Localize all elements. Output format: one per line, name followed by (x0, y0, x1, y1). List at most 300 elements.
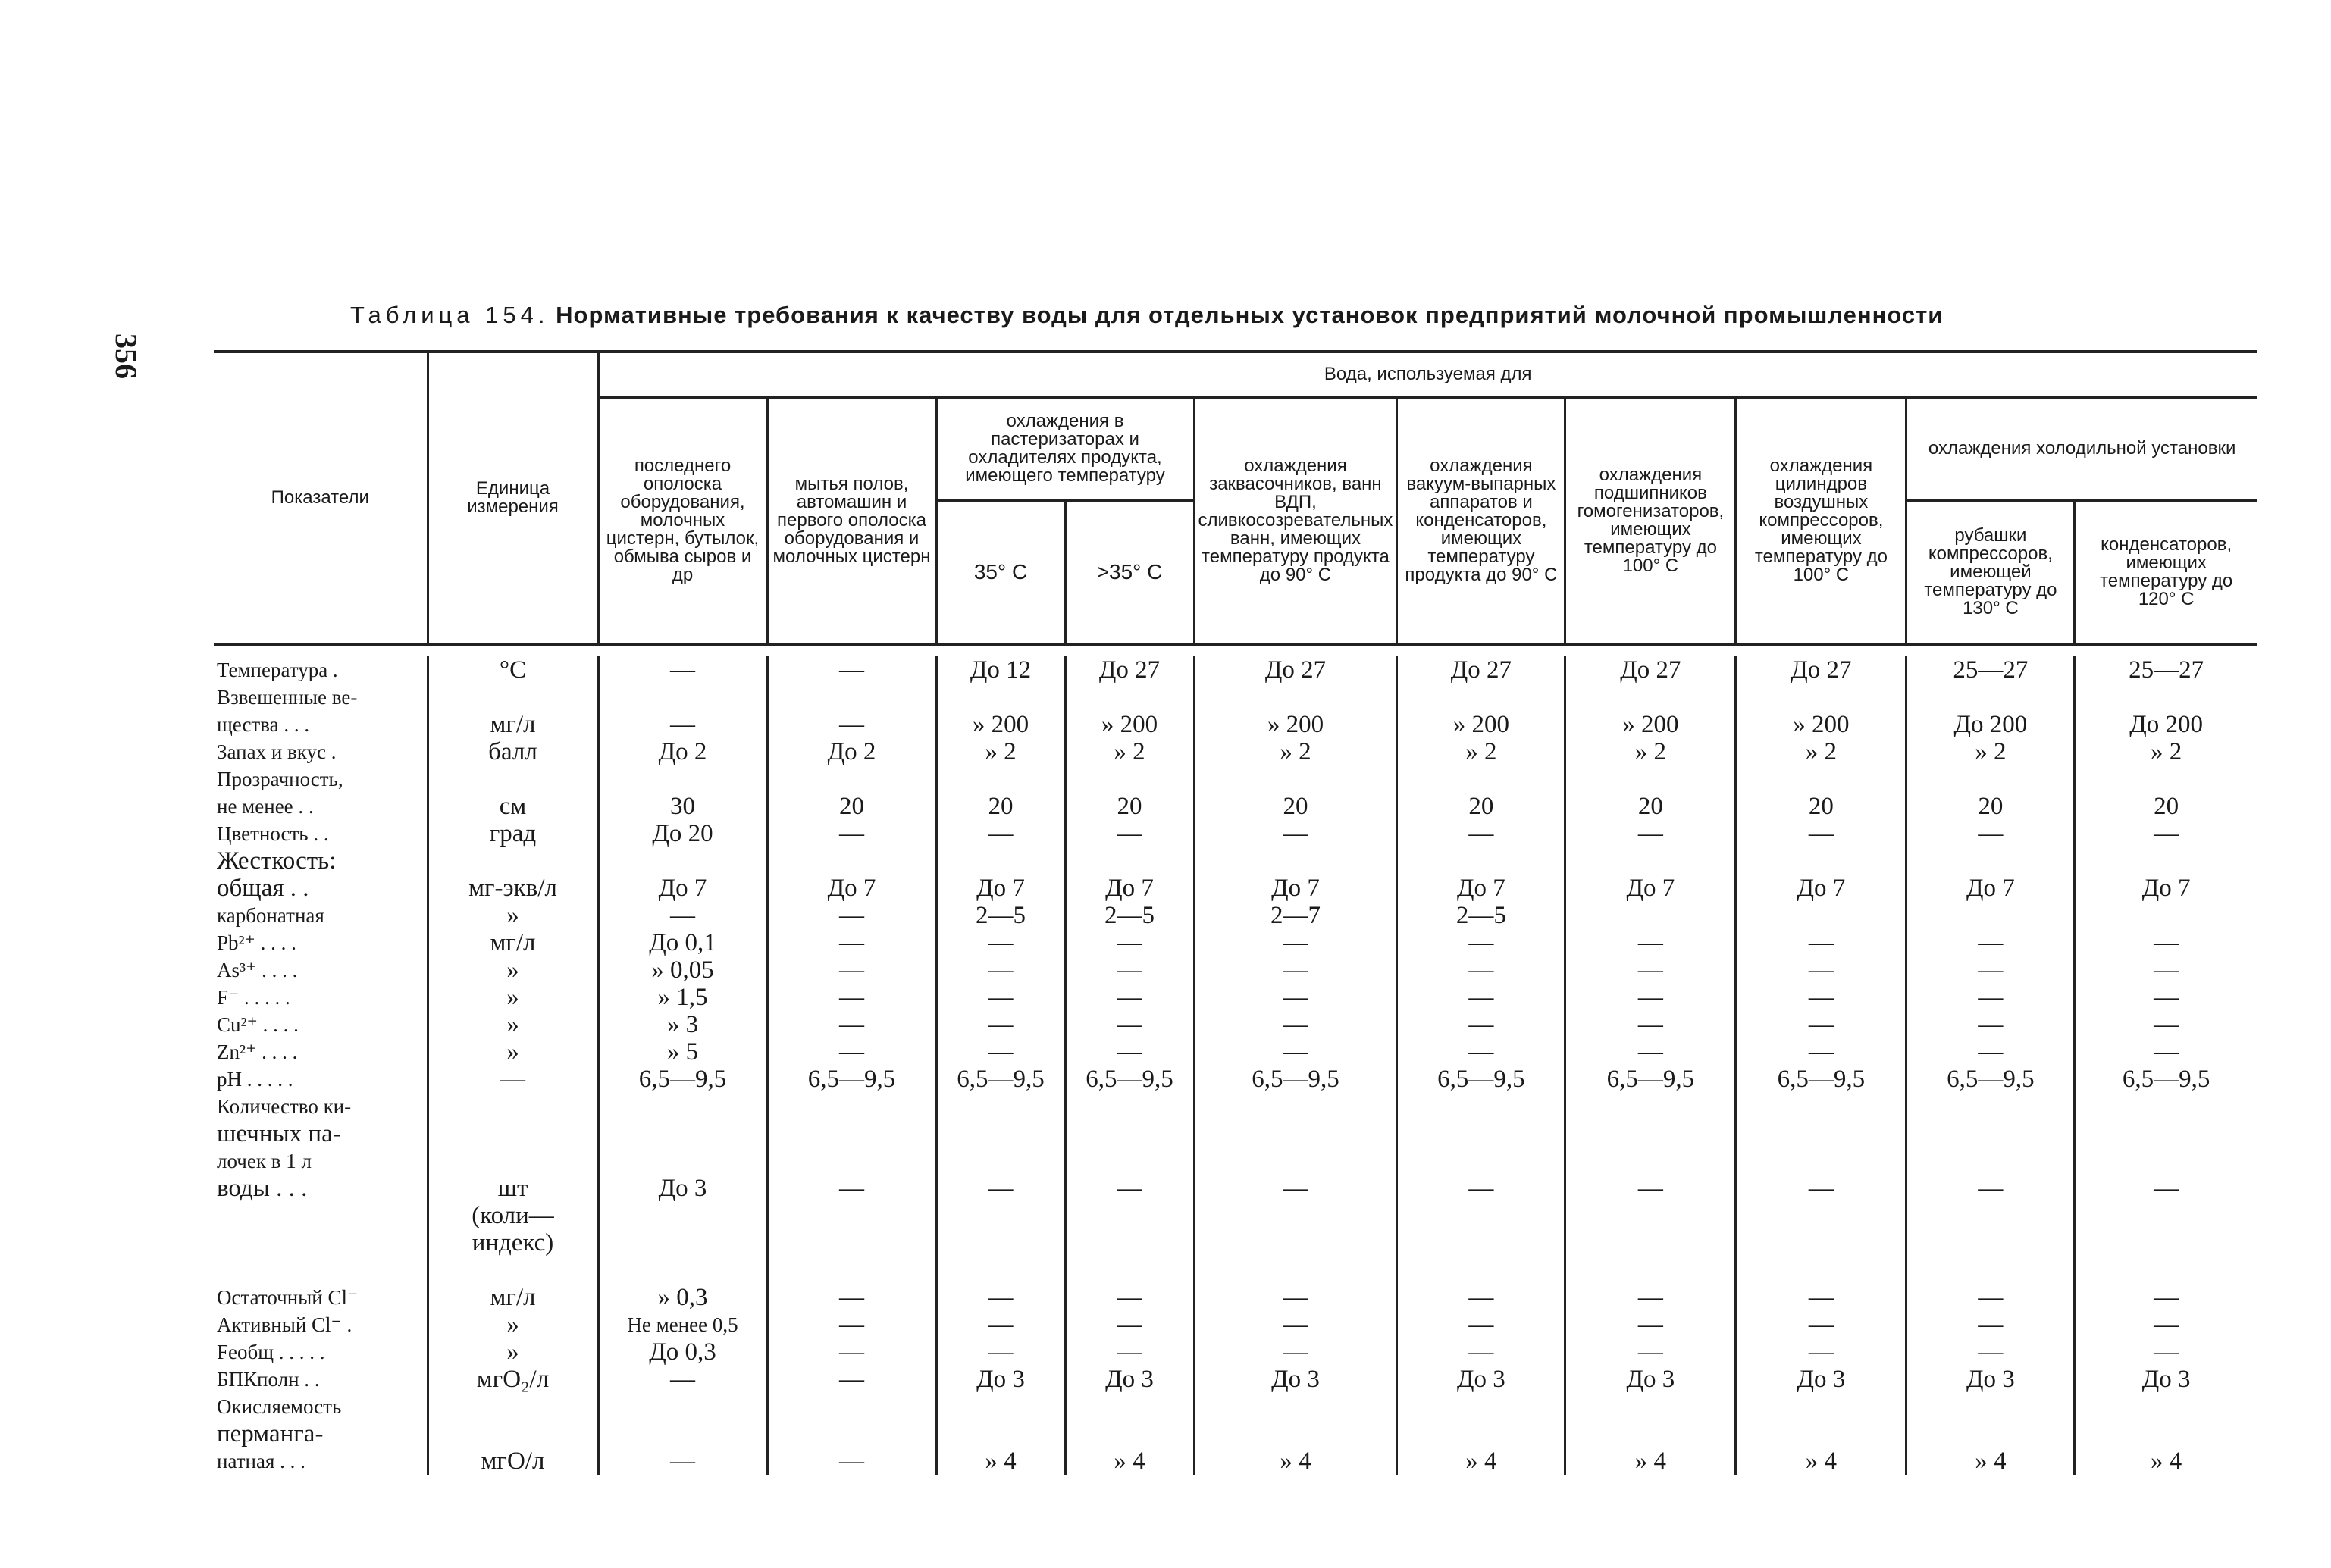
row-value-line: — (1808, 956, 1834, 984)
row-value-line: — (670, 656, 695, 684)
row-value-line: » 200 (1267, 711, 1324, 738)
row-value-line: — (1637, 1284, 1663, 1311)
row-label-line: As³⁺ . . . . (217, 959, 298, 981)
row-value-line (769, 684, 935, 711)
row-value-line (938, 1393, 1064, 1420)
row-value-line (1398, 1257, 1564, 1284)
row-value-line (938, 1147, 1064, 1175)
row-value (1194, 1393, 1397, 1475)
row-value (1397, 1093, 1565, 1284)
row-value-line: — (988, 820, 1014, 847)
row-value (1906, 1093, 2075, 1284)
row-value-line (1398, 1093, 1564, 1120)
row-value (1065, 765, 1194, 847)
row-value (767, 684, 936, 765)
row-value-line (1566, 1257, 1734, 1284)
caption-label: Таблица 154. (350, 302, 550, 328)
row-value-line: 20 (1637, 793, 1663, 820)
row-value-line (1195, 1202, 1396, 1229)
row-unit-line: мг/л (490, 929, 536, 956)
row-value-line: 30 (670, 793, 695, 820)
row-value-line: — (2154, 1175, 2179, 1202)
row-value-line: — (839, 902, 864, 929)
row-value-line (2076, 1420, 2257, 1448)
row-value-line: — (839, 1175, 864, 1202)
table-row (214, 765, 2257, 847)
row-value-line: До 3 (1105, 1366, 1154, 1393)
row-label-line (217, 1257, 427, 1284)
row-value-line (2076, 684, 2257, 711)
row-label-line: пермангa- (217, 1420, 324, 1448)
row-value-line (1737, 1147, 1905, 1175)
row-unit-line: (коли— (472, 1202, 554, 1229)
row-value-line: — (839, 929, 864, 956)
row-value-line: — (988, 1175, 1014, 1202)
row-unit-line: мг-экв/л (468, 875, 557, 902)
row-value-line: — (2154, 984, 2179, 1011)
header-fridge: охлаждения холодильной установки (1906, 397, 2257, 500)
row-value-line: » 2 (2151, 738, 2182, 765)
row-value-line (1195, 1257, 1396, 1284)
row-value-line (1566, 765, 1734, 793)
row-value-line: До 7 (2141, 875, 2191, 902)
row-value-line: До 0,1 (649, 929, 716, 956)
row-value (598, 656, 767, 684)
row-value-line (1067, 765, 1193, 793)
row-value-line (1067, 1202, 1193, 1229)
row-value-line: 6,5—9,5 (1252, 1066, 1339, 1093)
row-label-line: натная . . . (217, 1450, 305, 1473)
row-value (1397, 765, 1565, 847)
row-label (214, 1284, 428, 1393)
row-unit (428, 1093, 598, 1284)
row-value (1736, 847, 1906, 929)
row-value-line (1067, 1420, 1193, 1448)
row-value-line (1398, 1393, 1564, 1420)
row-value-line (2076, 1257, 2257, 1284)
row-value-line: — (839, 656, 864, 684)
row-value (598, 765, 767, 847)
row-value-line: — (1117, 820, 1142, 847)
header-pasteur-35: 35° C (936, 500, 1065, 644)
row-value-line: 20 (2154, 793, 2179, 820)
row-value (1397, 929, 1565, 1093)
table-row (214, 847, 2257, 929)
row-value-line: » 4 (985, 1448, 1017, 1475)
row-value-line: — (1978, 956, 2004, 984)
table-row (214, 1393, 2257, 1475)
row-value-line (938, 684, 1064, 711)
row-value-line (1907, 847, 2073, 875)
row-value-line (600, 765, 766, 793)
row-value-line (1195, 1393, 1396, 1420)
row-value (2075, 656, 2257, 684)
row-label (214, 684, 428, 765)
row-unit-line (429, 1120, 597, 1147)
row-value-line: — (2154, 929, 2179, 956)
row-value-line: До 7 (976, 875, 1025, 902)
row-value-line: — (1808, 1311, 1834, 1338)
row-value-line (600, 1120, 766, 1147)
row-value-line: — (1978, 1038, 2004, 1066)
row-value-line: — (1808, 1338, 1834, 1366)
row-value-line (1195, 1093, 1396, 1120)
row-value-line: — (1637, 1038, 1663, 1066)
row-value (936, 656, 1065, 684)
row-value-line (938, 1093, 1064, 1120)
row-value (1906, 765, 2075, 847)
table-row (214, 656, 2257, 684)
row-value-line (1067, 1147, 1193, 1175)
row-value-line (1566, 1393, 1734, 1420)
row-value-line: — (1283, 820, 1308, 847)
row-value-line (1195, 684, 1396, 711)
water-quality-table (214, 350, 2257, 1475)
row-value-line (1067, 1229, 1193, 1257)
row-value-line: — (1117, 984, 1142, 1011)
row-value-line: До 7 (1271, 875, 1320, 902)
row-value-line: До 3 (658, 1175, 707, 1202)
header-water-used-for: Вода, используемая для (598, 353, 2257, 397)
row-value-line: 2—5 (1104, 902, 1155, 929)
row-value-line: 20 (988, 793, 1014, 820)
row-value-line: — (1637, 1311, 1663, 1338)
row-value-line: — (2154, 1284, 2179, 1311)
row-value-line: До 3 (1271, 1366, 1320, 1393)
row-value-line: » 5 (666, 1038, 699, 1066)
row-value-line: — (1117, 956, 1142, 984)
row-value-line: 6,5—9,5 (638, 1066, 727, 1093)
row-value-line: До 0,3 (649, 1338, 716, 1366)
row-value-line: — (670, 902, 695, 929)
row-value (1906, 929, 2075, 1093)
row-value-line: — (1283, 1038, 1308, 1066)
row-value-line (600, 1393, 766, 1420)
row-value-line: До 7 (1105, 875, 1154, 902)
row-value-line: — (1468, 1284, 1494, 1311)
header-rinse: последнего ополоска оборудования, молочных цистерн, бутылок, обмыва сыров и др (598, 397, 767, 644)
row-value-line: 25—27 (1953, 656, 2029, 684)
row-value (1194, 684, 1397, 765)
row-value-line: — (1468, 1038, 1494, 1066)
row-value (936, 765, 1065, 847)
row-value-line (769, 1257, 935, 1284)
table-row (214, 1284, 2257, 1393)
row-value-line: — (1283, 1284, 1308, 1311)
row-value (1565, 765, 1736, 847)
row-label-line: воды . . . (217, 1175, 308, 1202)
row-value-line (600, 1202, 766, 1229)
row-value-line: » 200 (1452, 711, 1510, 738)
row-unit-line (429, 847, 597, 875)
row-value-line: 6,5—9,5 (807, 1066, 896, 1093)
row-value-line (1195, 1120, 1396, 1147)
row-value-line (1907, 765, 2073, 793)
row-value (1065, 929, 1194, 1093)
row-value (936, 684, 1065, 765)
row-value-line: До 3 (1966, 1366, 2015, 1393)
row-value-line: » 2 (985, 738, 1017, 765)
row-value-line: — (1468, 1011, 1494, 1038)
row-value-line (769, 1229, 935, 1257)
row-value-line: 6,5—9,5 (1777, 1066, 1866, 1093)
row-unit-line: балл (488, 738, 537, 765)
row-value-line (769, 1202, 935, 1229)
row-value-line: — (988, 1311, 1014, 1338)
row-value-line: — (1637, 1011, 1663, 1038)
row-unit-line: » (506, 902, 519, 929)
row-value (1565, 1284, 1736, 1393)
row-value-line: — (988, 929, 1014, 956)
row-value-line: До 3 (976, 1366, 1025, 1393)
row-value-line (1195, 847, 1396, 875)
row-unit-line: мг/л (490, 711, 536, 738)
table-row (214, 684, 2257, 765)
row-value (936, 1393, 1065, 1475)
row-value-line (1566, 1420, 1734, 1448)
row-value (1565, 656, 1736, 684)
row-value-line (938, 765, 1064, 793)
row-value-line: 6,5—9,5 (2122, 1066, 2210, 1093)
row-unit-line: см (499, 793, 527, 820)
table-row (214, 929, 2257, 1093)
row-value-line (600, 1420, 766, 1448)
row-value-line: До 7 (1966, 875, 2015, 902)
row-value (767, 656, 936, 684)
row-value-line: До 200 (1953, 711, 2028, 738)
row-value-line: — (839, 711, 864, 738)
row-value-line: — (1283, 984, 1308, 1011)
row-value-line (1398, 847, 1564, 875)
row-value-line: — (1283, 1311, 1308, 1338)
row-value-line: — (2154, 1338, 2179, 1366)
row-value-line (1195, 1229, 1396, 1257)
row-value-line (1907, 902, 2073, 929)
row-value-line: До 7 (1626, 875, 1675, 902)
row-unit-line: » (506, 1338, 519, 1366)
row-value (1194, 765, 1397, 847)
header-pasteur: охлаждения в пастеризаторах и охладителях продукта, имеющего температуру (936, 397, 1194, 500)
row-value (1906, 656, 2075, 684)
row-value (936, 1284, 1065, 1393)
row-value-line: — (1468, 1175, 1494, 1202)
row-value (1736, 656, 1906, 684)
row-label (214, 765, 428, 847)
row-value-line: До 3 (1797, 1366, 1846, 1393)
row-unit-line: » (506, 1038, 519, 1066)
row-value-line (1195, 1147, 1396, 1175)
row-value (1736, 1393, 1906, 1475)
row-value (767, 765, 936, 847)
row-value-line: — (1637, 984, 1663, 1011)
row-value-line: — (1468, 984, 1494, 1011)
row-value (1906, 1393, 2075, 1475)
header-pasteur-gt35: >35° C (1065, 500, 1194, 644)
row-value-line: — (988, 956, 1014, 984)
row-value-line (1195, 1420, 1396, 1448)
row-value-line (1907, 1120, 2073, 1147)
row-value-line: — (1808, 1175, 1834, 1202)
row-value-line (769, 1393, 935, 1420)
row-value-line: До 200 (2129, 711, 2204, 738)
header-aircomp: охлаждения цилиндров воздушных компрессоров, имеющих температуру до 100° C (1736, 397, 1906, 644)
row-value-line: — (2154, 1038, 2179, 1066)
row-value-line (1067, 1393, 1193, 1420)
row-value-line: » 200 (972, 711, 1029, 738)
row-value-line (1566, 684, 1734, 711)
row-value-line (1566, 1120, 1734, 1147)
row-value-line (2076, 1393, 2257, 1420)
row-label-line: Жесткость: (217, 847, 337, 875)
row-value (1565, 1093, 1736, 1284)
row-value-line: — (839, 984, 864, 1011)
row-value-line (600, 847, 766, 875)
row-value (2075, 1393, 2257, 1475)
row-value-line (769, 1147, 935, 1175)
row-value-line (1067, 684, 1193, 711)
row-value-line: — (1808, 984, 1834, 1011)
row-unit-line (429, 684, 597, 711)
row-value (1736, 684, 1906, 765)
row-value-line: — (1978, 1011, 2004, 1038)
row-unit-line (429, 765, 597, 793)
row-value-line: — (2154, 956, 2179, 984)
row-value (2075, 1093, 2257, 1284)
row-value (2075, 684, 2257, 765)
row-value (1565, 684, 1736, 765)
row-label (214, 929, 428, 1093)
row-value (598, 1393, 767, 1475)
row-value-line (938, 1420, 1064, 1448)
row-value-line (2076, 847, 2257, 875)
row-value (598, 1284, 767, 1393)
row-value-line: » 200 (1793, 711, 1850, 738)
row-label-line: Прозрачность, (217, 768, 343, 790)
row-value-line: — (1978, 1175, 2004, 1202)
row-value (1906, 847, 2075, 929)
row-value-line: 20 (1978, 793, 2004, 820)
row-unit (428, 765, 598, 847)
row-value-line: — (1468, 956, 1494, 984)
row-value (1397, 847, 1565, 929)
row-value-line (2076, 902, 2257, 929)
row-value-line: » 200 (1622, 711, 1679, 738)
row-value-line: — (1637, 1175, 1663, 1202)
row-value-line: До 2 (658, 738, 707, 765)
header-condensers: конденсаторов, имеющих температуру до 120° C (2075, 500, 2257, 644)
row-value-line: — (1978, 1338, 2004, 1366)
row-value-line: До 27 (1791, 656, 1852, 684)
row-unit-line: мгO/л (481, 1448, 545, 1475)
row-value-line: — (1637, 956, 1663, 984)
row-value-line: 2—7 (1270, 902, 1321, 929)
row-value-line (2076, 1202, 2257, 1229)
row-value-line: 6,5—9,5 (1086, 1066, 1173, 1093)
row-value-line (1398, 1229, 1564, 1257)
row-unit-line (429, 1257, 597, 1284)
row-value-line: — (839, 1011, 864, 1038)
row-label-line: не менее . . (217, 795, 314, 818)
row-label (214, 1093, 428, 1284)
row-value-line: 20 (1808, 793, 1834, 820)
row-value-line (600, 1093, 766, 1120)
row-value-line (938, 1120, 1064, 1147)
row-value-line: До 27 (1264, 656, 1327, 684)
row-value-line (1195, 765, 1396, 793)
row-value-line: — (1117, 929, 1142, 956)
caption-title: Нормативные требования к качеству воды для отдельных установок предприятий молочной промышленности (556, 302, 1944, 328)
row-value-line: — (1117, 1284, 1142, 1311)
row-value-line: 20 (1283, 793, 1308, 820)
row-value (598, 684, 767, 765)
row-value (1906, 684, 2075, 765)
row-value-line (1737, 1120, 1905, 1147)
row-value-line: — (839, 820, 864, 847)
row-value-line: » 4 (2151, 1448, 2182, 1475)
row-value-line: До 3 (1626, 1366, 1675, 1393)
row-value-line (938, 1202, 1064, 1229)
row-value-line: — (1468, 820, 1494, 847)
row-unit-line: мг/л (490, 1284, 536, 1311)
row-value-line: — (1283, 956, 1308, 984)
row-value-line: » 1,5 (657, 984, 708, 1011)
header-starter: охлаждения заквасочников, ванн ВДП, сливкосозревательных ванн, имеющих температуру продукта до 90° C (1194, 397, 1397, 644)
page-number: 356 (109, 333, 143, 379)
row-label (214, 1393, 428, 1475)
row-value-line: — (839, 956, 864, 984)
table-row (214, 1093, 2257, 1284)
row-unit-line: » (506, 1011, 519, 1038)
row-value-line: — (1117, 1011, 1142, 1038)
row-value (1736, 929, 1906, 1093)
row-value-line: » 2 (1805, 738, 1838, 765)
row-label-line: Cu²⁺ . . . . (217, 1013, 299, 1036)
row-value-line (1566, 1229, 1734, 1257)
row-label-line: Окисляемость (217, 1395, 342, 1418)
row-value-line: — (1808, 820, 1834, 847)
row-value (767, 1093, 936, 1284)
row-unit (428, 929, 598, 1093)
row-value (598, 847, 767, 929)
row-value-line: Не менее 0,5 (627, 1313, 738, 1336)
row-value-line: » 4 (1465, 1448, 1497, 1475)
row-value-line (938, 1229, 1064, 1257)
row-label-line: Активный Cl⁻ . (217, 1313, 352, 1336)
row-value (1906, 1284, 2075, 1393)
row-value (1194, 1284, 1397, 1393)
row-value-line (1398, 1120, 1564, 1147)
row-value (1194, 929, 1397, 1093)
table-caption (350, 302, 1943, 329)
row-value-line: — (1637, 820, 1663, 847)
row-value-line: — (839, 1366, 864, 1393)
header-floor: мытья полов, автомашин и первого ополоска оборудования и молочных цистерн (767, 397, 936, 644)
row-unit (428, 847, 598, 929)
row-value (1194, 1093, 1397, 1284)
row-value-line (1907, 1420, 2073, 1448)
row-value-line: — (988, 984, 1014, 1011)
row-value-line: — (1468, 1338, 1494, 1366)
row-value-line: » 4 (1280, 1448, 1311, 1475)
row-value-line (1737, 847, 1905, 875)
row-value (936, 1093, 1065, 1284)
row-value-line (938, 1257, 1064, 1284)
row-value-line: » 4 (1805, 1448, 1838, 1475)
row-value (1065, 1284, 1194, 1393)
row-value-line: — (839, 1338, 864, 1366)
row-label-line (217, 1229, 427, 1257)
row-value-line: До 3 (1457, 1366, 1505, 1393)
